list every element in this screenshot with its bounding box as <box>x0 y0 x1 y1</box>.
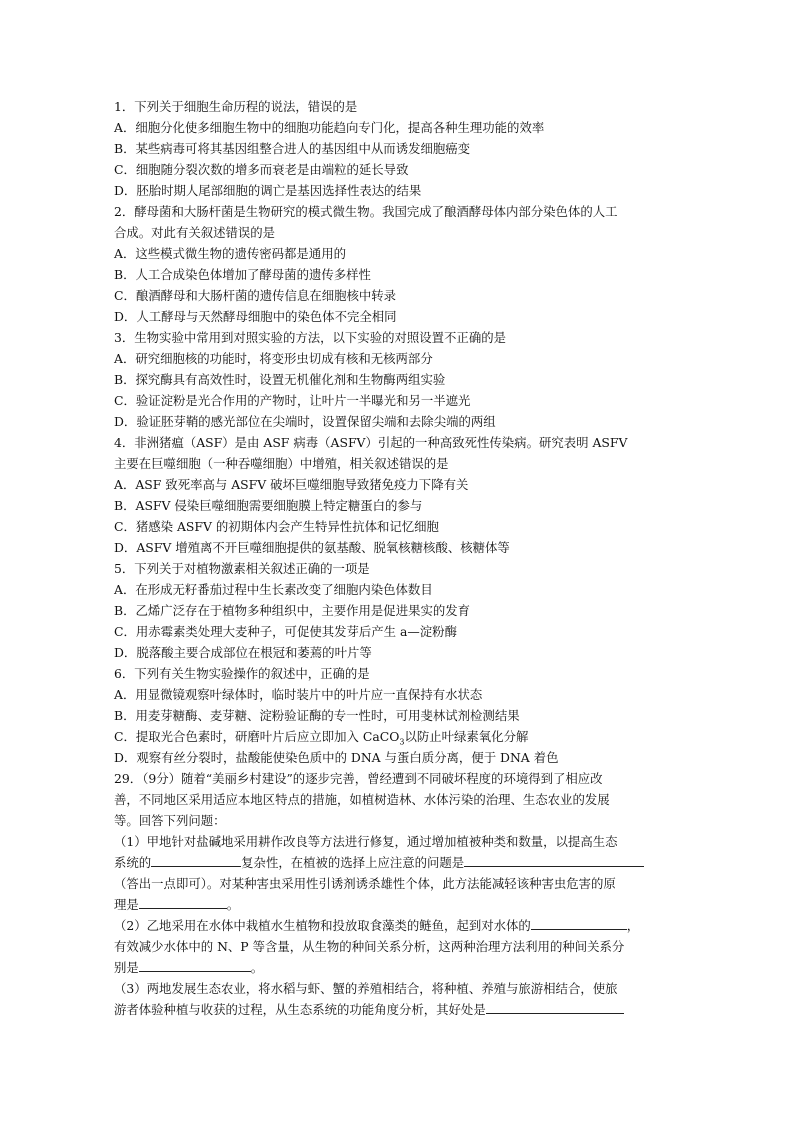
option-a: A．细胞分化使多细胞生物中的细胞功能趋向专门化，提高各种生理功能的效率 <box>114 120 545 135</box>
answer-blank-5[interactable] <box>139 958 251 972</box>
answer-blank-1[interactable] <box>151 853 241 867</box>
option-c: C．细胞随分裂次数的增多而衰老是由端粒的延长导致 <box>114 162 409 177</box>
question-stem: 1．下列关于细胞生命历程的说法，错误的是 <box>114 99 358 114</box>
option-c: C．用赤霉素类处理大麦种子，可促使其发芽后产生 a—淀粉酶 <box>114 624 457 639</box>
option-a: A．用显微镜观察叶绿体时，临时装片中的叶片应一直保持有水状态 <box>114 687 483 702</box>
text: （2）乙地采用在水体中栽植水生植物和投放取食藻类的鲢鱼，起到对水体的 <box>114 918 531 933</box>
exam-page <box>114 96 684 1020</box>
question-intro: 29．（9分）随着“美丽乡村建设”的逐步完善，曾经遭到不同破坏程度的环境得到了相应改 <box>114 771 603 786</box>
text: ， <box>626 918 640 933</box>
question-stem: 3．生物实验中常用到对照实验的方法，以下实验的对照设置不正确的是 <box>114 330 506 345</box>
question-stem-cont: 合成。对此有关叙述错误的是 <box>114 225 276 240</box>
question-29 <box>114 768 684 1020</box>
part-3-line-2 <box>114 999 684 1020</box>
option-b: B．某些病毒可将其基因组整合进人的基因组中从而诱发细胞癌变 <box>114 141 471 156</box>
question-2 <box>114 201 684 327</box>
part-2-line-3 <box>114 957 684 978</box>
option-c-text-end: 以防止叶绿素氧化分解 <box>404 729 529 744</box>
question-4 <box>114 432 684 558</box>
option-c: C．酿酒酵母和大肠杆菌的遗传信息在细胞核中转录 <box>114 288 397 303</box>
option-d: D．脱落酸主要合成部位在根冠和萎蔫的叶片等 <box>114 645 372 660</box>
part-1-text: （答出一点即可）。对某种害虫采用性引诱剂诱杀雄性个体，此方法能减轻该种害虫危害的原 <box>114 876 616 891</box>
option-a: A．在形成无籽番茄过程中生长素改变了细胞内染色体数目 <box>114 582 433 597</box>
question-intro: 善，不同地区采用适应本地区特点的措施，如植树造林、水体污染的治理、生态农业的发展 <box>114 792 610 807</box>
part-3-text: （3）两地发展生态农业，将水稻与虾、蟹的养殖相结合，将种植、养殖与旅游相结合，使旅 <box>114 981 618 996</box>
text: 理是 <box>114 897 139 912</box>
option-a: A．这些模式微生物的遗传密码都是通用的 <box>114 246 346 261</box>
question-stem: 4．非洲猪瘟（ASF）是由 ASF 病毒（ASFV）引起的一种高致死性传染病。研究表明 ASFV <box>114 435 628 450</box>
text: 复杂性，在植被的选择上应注意的问题是 <box>241 855 465 870</box>
text: 。 <box>250 960 264 975</box>
option-d: D．验证胚芽鞘的感光部位在尖端时，设置保留尖端和去除尖端的两组 <box>114 414 496 429</box>
part-1-line-2 <box>114 852 684 873</box>
answer-blank-6[interactable] <box>486 1000 624 1014</box>
subscript: 3 <box>399 737 405 747</box>
option-d: D．人工酵母与天然酵母细胞中的染色体不完全相同 <box>114 309 397 324</box>
question-stem-cont: 主要在巨噬细胞（一种吞噬细胞）中增殖，相关叙述错误的是 <box>114 456 449 471</box>
text: 。 <box>226 897 240 912</box>
option-c: C．猪感染 ASFV 的初期体内会产生特异性抗体和记忆细胞 <box>114 519 439 534</box>
question-stem: 6．下列有关生物实验操作的叙述中，正确的是 <box>114 666 370 681</box>
option-b: B．探究酶具有高效性时，设置无机催化剂和生物酶两组实验 <box>114 372 446 387</box>
option-a: A．ASF 致死率高与 ASFV 破坏巨噬细胞导致猪免疫力下降有关 <box>114 477 469 492</box>
part-1-line-4 <box>114 894 684 915</box>
text: 游者体验种植与收获的过程，从生态系统的功能角度分析，其好处是 <box>114 1002 486 1017</box>
part-2-text: 有效减少水体中的 N、P 等含量，从生物的种间关系分析，这两种治理方法利用的种间关系分 <box>114 939 625 954</box>
part-1-text: （1）甲地针对盐碱地采用耕作改良等方法进行修复，通过增加植被种类和数量，以提高生态 <box>114 834 618 849</box>
option-d: D．胚胎时期人尾部细胞的调亡是基因选择性表达的结果 <box>114 183 422 198</box>
question-6 <box>114 663 684 768</box>
option-d: D．观察有丝分裂时，盐酸能使染色质中的 DNA 与蛋白质分离，便于 DNA 着色 <box>114 750 559 765</box>
option-c <box>114 726 684 747</box>
question-stem: 2．酵母菌和大肠杆菌是生物研究的模式微生物。我国完成了酿酒酵母体内部分染色体的人工 <box>114 204 618 219</box>
text: 系统的 <box>114 855 152 870</box>
option-b: B．人工合成染色体增加了酵母菌的遗传多样性 <box>114 267 371 282</box>
question-1 <box>114 96 684 201</box>
option-b: B．乙烯广泛存在于植物多种组织中，主要作用是促进果实的发育 <box>114 603 471 618</box>
option-b: B．ASFV 侵染巨噬细胞需要细胞膜上特定糖蛋白的参与 <box>114 498 423 513</box>
option-a: A．研究细胞核的功能时，将变形虫切成有核和无核两部分 <box>114 351 433 366</box>
answer-blank-4[interactable] <box>531 916 627 930</box>
question-3 <box>114 327 684 432</box>
part-2-line-1 <box>114 915 684 936</box>
question-intro: 等。回答下列问题： <box>114 813 226 828</box>
question-stem: 5．下列关于对植物激素相关叙述正确的一项是 <box>114 561 370 576</box>
answer-blank-3[interactable] <box>139 895 227 909</box>
option-b: B．用麦芽糖酶、麦芽糖、淀粉验证酶的专一性时，可用斐林试剂检测结果 <box>114 708 520 723</box>
text: 别是 <box>114 960 139 975</box>
option-c-text: C．提取光合色素时，研磨叶片后应立即加入 CaCO <box>114 729 400 744</box>
option-d: D．ASFV 增殖离不开巨噬细胞提供的氨基酸、脱氧核糖核酸、核糖体等 <box>114 540 510 555</box>
question-5 <box>114 558 684 663</box>
option-c: C．验证淀粉是光合作用的产物时，让叶片一半曝光和另一半遮光 <box>114 393 471 408</box>
answer-blank-2[interactable] <box>464 853 644 867</box>
